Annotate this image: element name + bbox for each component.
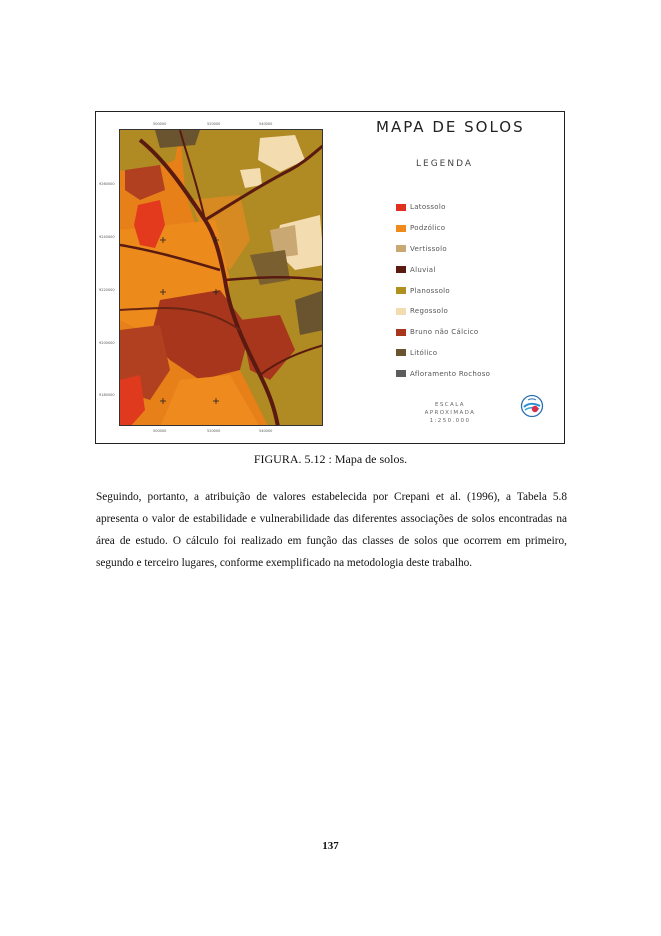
legend <box>396 197 490 384</box>
legend-label: Podzólico <box>410 224 446 233</box>
legend-swatch <box>396 225 406 232</box>
legend-swatch <box>396 308 406 315</box>
map-tick-left: 9260000 <box>99 182 115 186</box>
legend-swatch <box>396 266 406 273</box>
map-tick-left: 9220000 <box>99 288 115 292</box>
map-tick-bottom: 540000 <box>259 429 273 433</box>
legend-item <box>396 259 490 280</box>
soil-map-graphic <box>120 130 323 426</box>
map-title: MAPA DE SOLOS <box>376 118 525 136</box>
map-scale <box>410 401 490 425</box>
legend-label: Bruno não Cálcico <box>410 328 479 337</box>
soil-map-figure <box>95 111 565 444</box>
figure-caption: FIGURA. 5.12 : Mapa de solos. <box>253 452 408 466</box>
legend-item <box>396 239 490 260</box>
scale-value: 1:250.000 <box>429 418 471 424</box>
body-paragraph: Seguindo, portanto, a atribuição de valores estabelecida por Crepani et al. (1996), a Tabela 5.8 apresenta o valor de estabilidade e vulnerabilidade das diferentes associações de solos encontradas na área de estudo. O cálculo foi realizado em função das classes de solos que ocorrem em primeiro, segundo e terceiro lugares, conforme exemplificado na metodologia deste trabalho. <box>96 491 567 569</box>
legend-item <box>396 343 490 364</box>
map-tick-bottom: 520000 <box>207 429 221 433</box>
legend-swatch <box>396 370 406 377</box>
legend-label: Latossolo <box>410 203 446 212</box>
map-tick-left: 9180000 <box>99 393 115 397</box>
legend-swatch <box>396 204 406 211</box>
legend-label: Regossolo <box>410 307 449 316</box>
map-tick-top: 540000 <box>259 122 273 126</box>
legend-label: Litólico <box>410 348 438 357</box>
legend-item <box>396 322 490 343</box>
map-tick-bottom: 500000 <box>153 429 167 433</box>
legend-label: Vertissolo <box>410 244 447 253</box>
legend-label: Afloramento Rochoso <box>410 369 491 378</box>
page-number: 137 <box>322 840 339 852</box>
legend-item <box>396 363 490 384</box>
legend-swatch <box>396 329 406 336</box>
soil-map-image <box>119 129 323 426</box>
legend-item <box>396 197 490 218</box>
map-tick-left: 9240000 <box>99 235 115 239</box>
legend-swatch <box>396 349 406 356</box>
map-tick-left: 9200000 <box>99 341 115 345</box>
map-tick-top: 500000 <box>153 122 167 126</box>
scale-label: ESCALA APROXIMADA <box>424 402 476 416</box>
legend-label: Aluvial <box>410 265 436 274</box>
legend-swatch <box>396 245 406 252</box>
institution-globe-logo-icon <box>520 394 544 418</box>
map-tick-top: 520000 <box>207 122 221 126</box>
legend-item <box>396 218 490 239</box>
legend-item <box>396 280 490 301</box>
legend-label: Planossolo <box>410 286 450 295</box>
legend-title: LEGENDA <box>416 159 474 169</box>
legend-swatch <box>396 287 406 294</box>
legend-item <box>396 301 490 322</box>
